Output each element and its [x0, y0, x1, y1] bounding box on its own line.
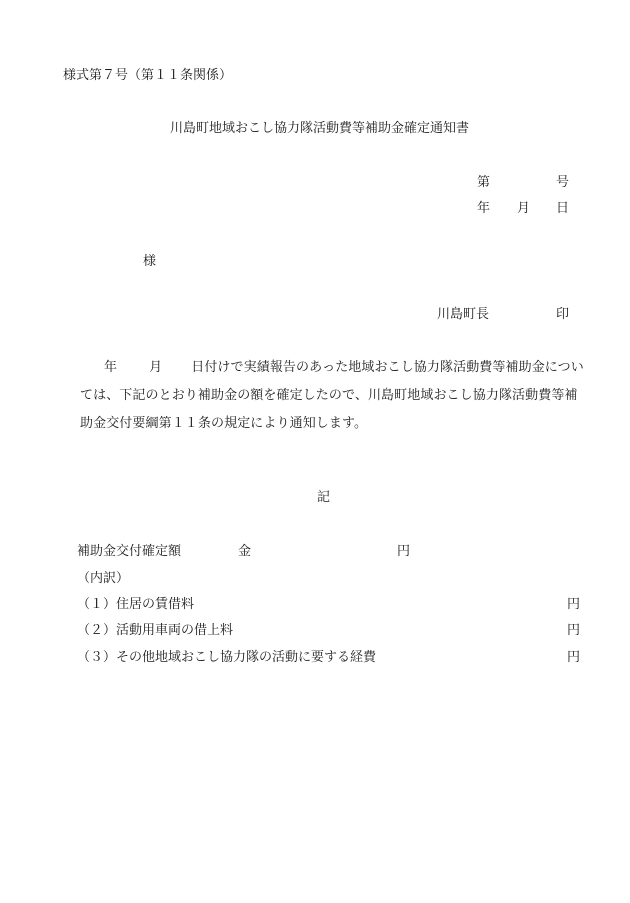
amount-kin: 金: [238, 544, 252, 559]
breakdown-label: （内訳）: [77, 571, 130, 586]
breakdown-item-3: （３）その他地域おこし協力隊の活動に要する経費: [77, 650, 377, 665]
breakdown-item-1: （１）住居の賃借料: [77, 597, 195, 612]
amount-label: 補助金交付確定額: [77, 544, 182, 559]
breakdown-item-2-yen: 円: [567, 623, 581, 638]
body-year: 年: [104, 360, 118, 375]
breakdown-item-2: （２）活動用車両の借上料: [77, 623, 234, 638]
date-month: 月: [517, 201, 531, 216]
sender-name: 川島町長: [437, 307, 490, 322]
recipient-sama: 様: [143, 254, 157, 269]
body-line1-rest: 日付けで実績報告のあった地域おこし協力隊活動費等補助金につい: [191, 360, 584, 375]
form-number: 様式第７号（第１１条関係）: [63, 68, 233, 83]
date-day: 日: [556, 201, 570, 216]
ki-heading: 記: [317, 490, 331, 505]
ref-go: 号: [556, 175, 570, 190]
breakdown-item-3-yen: 円: [567, 650, 581, 665]
date-year: 年: [477, 201, 491, 216]
notice-body-line-3: 助金交付要綱第１１条の規定により通知します。: [80, 416, 368, 431]
document-title: 川島町地域おこし協力隊活動費等補助金確定通知書: [170, 121, 470, 136]
ref-dai: 第: [477, 175, 491, 190]
sender-seal: 印: [556, 307, 570, 322]
notice-body: [80, 354, 585, 438]
notice-body-line-2: ては、下記のとおり補助金の額を確定したので、川島町地域おこし協力隊活動費等補: [80, 388, 578, 403]
notice-body-line-1: [80, 354, 585, 382]
amount-yen: 円: [397, 544, 411, 559]
breakdown-item-1-yen: 円: [567, 597, 581, 612]
body-month: 月: [149, 360, 163, 375]
